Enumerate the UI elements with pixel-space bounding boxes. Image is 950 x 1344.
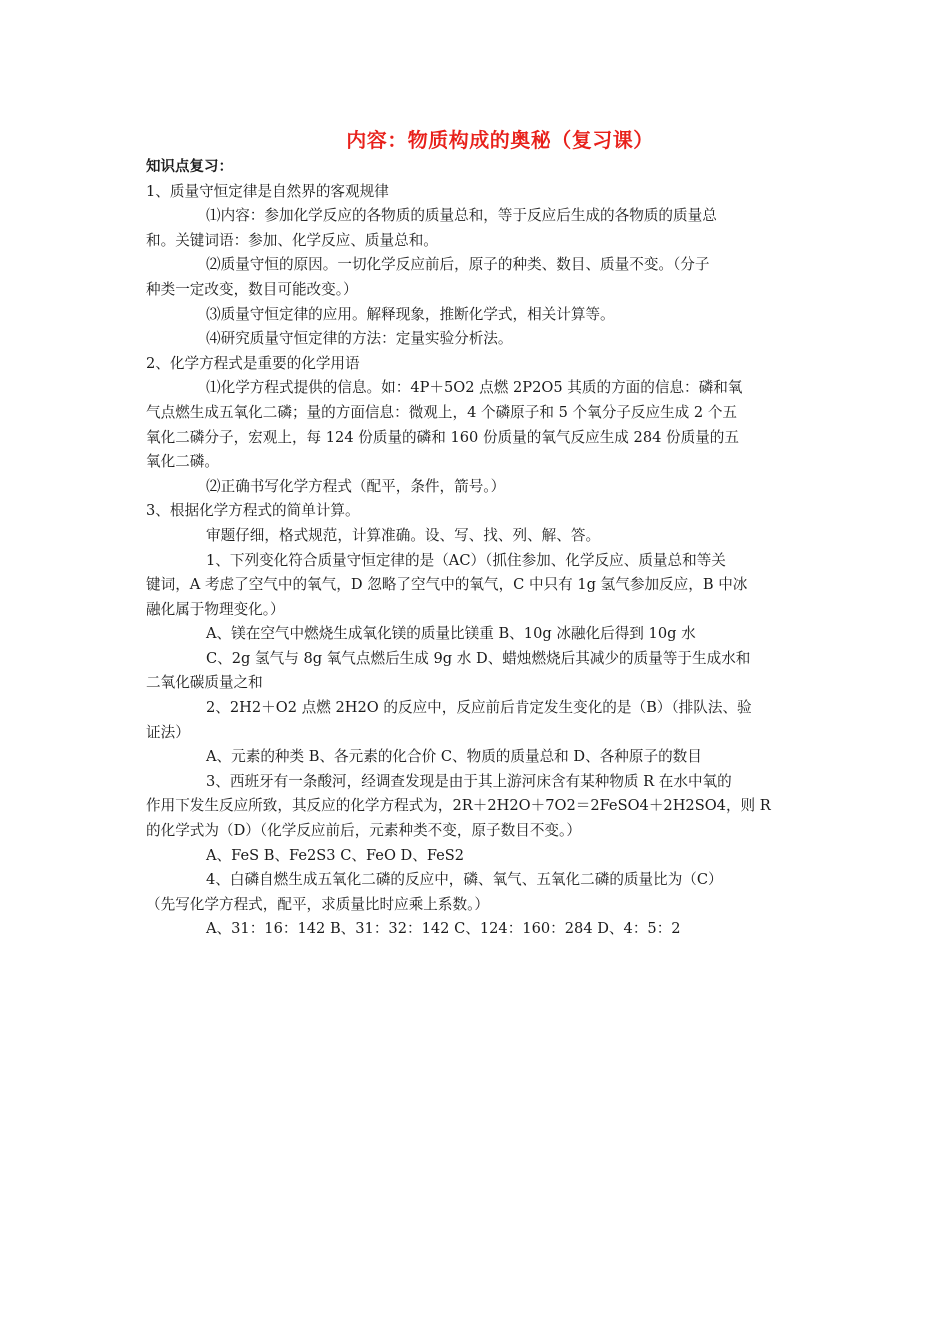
text-line: （先写化学方程式，配平，求质量比时应乘上系数。） bbox=[146, 895, 489, 913]
text-line: 3、西班牙有一条酸河，经调查发现是由于其上游河床含有某种物质 R 在水中氧的 bbox=[206, 772, 732, 790]
text-line: 二氧化碳质量之和 bbox=[146, 674, 263, 692]
text-line: 和。关键词语：参加、化学反应、质量总和。 bbox=[146, 231, 438, 249]
text-line: 审题仔细，格式规范，计算准确。设、写、找、列、解、答。 bbox=[206, 526, 601, 544]
text-line: A、镁在空气中燃烧生成氧化镁的质量比镁重 B、10g 冰融化后得到 10g 水 bbox=[206, 625, 696, 643]
text-line: 种类一定改变，数目可能改变。） bbox=[146, 280, 358, 298]
text-line: 的化学式为（D）（化学反应前后，元素种类不变，原子数目不变。） bbox=[146, 822, 581, 840]
text-line: 氧化二磷分子，宏观上，每 124 份质量的磷和 160 份质量的氧气反应生成 284 份质量的五 bbox=[146, 428, 739, 446]
text-line: 2、2H2＋O2 点燃 2H2O 的反应中，反应前后肯定发生变化的是（B）（排队法、验 bbox=[206, 699, 752, 717]
text-line: ⑴内容：参加化学反应的各物质的质量总和，等于反应后生成的各物质的质量总 bbox=[206, 207, 717, 225]
page-title: 内容：物质构成的奥秘（复习课） bbox=[346, 128, 654, 152]
text-line: 作用下发生反应所致，其反应的化学方程式为，2R＋2H2O＋7O2＝2FeSO4＋2H2SO4，则 R bbox=[146, 797, 771, 815]
text-line: C、2g 氢气与 8g 氧气点燃后生成 9g 水 D、蜡烛燃烧后其减少的质量等于生成水和 bbox=[206, 649, 751, 667]
text-line: ⑵正确书写化学方程式（配平，条件，箭号。） bbox=[206, 477, 506, 495]
text-line: ⑶质量守恒定律的应用。解释现象，推断化学式，相关计算等。 bbox=[206, 305, 615, 323]
text-line: 气点燃生成五氧化二磷；量的方面信息：微观上，4 个磷原子和 5 个氧分子反应生成 2 个五 bbox=[146, 403, 738, 421]
text-line: 4、白磷自燃生成五氧化二磷的反应中，磷、氧气、五氧化二磷的质量比为（C） bbox=[206, 871, 723, 889]
text-line: 证法） bbox=[146, 723, 190, 741]
text-line: ⑴化学方程式提供的信息。如：4P＋5O2 点燃 2P2O5 其质的方面的信息：磷和氧 bbox=[206, 379, 743, 397]
text-line: A、元素的种类 B、各元素的化合价 C、物质的质量总和 D、各种原子的数目 bbox=[206, 748, 702, 766]
section-heading: 知识点复习： bbox=[146, 159, 233, 175]
text-line: 融化属于物理变化。） bbox=[146, 600, 285, 618]
text-line: 键词，A 考虑了空气中的氧气，D 忽略了空气中的氧气，C 中只有 1g 氢气参加反应，B 中冰 bbox=[146, 576, 748, 594]
text-line: A、31：16：142 B、31：32：142 C、124：160：284 D、4：5：2 bbox=[206, 920, 681, 938]
document-body bbox=[146, 155, 810, 942]
text-line: 氧化二磷。 bbox=[146, 453, 219, 471]
text-line: ⑷研究质量守恒定律的方法：定量实验分析法。 bbox=[206, 330, 513, 348]
text-line: 2、化学方程式是重要的化学用语 bbox=[146, 354, 360, 372]
text-line: 1、下列变化符合质量守恒定律的是（AC）（抓住参加、化学反应、质量总和等关 bbox=[206, 551, 726, 569]
text-line: ⑵质量守恒的原因。一切化学反应前后，原子的种类、数目、质量不变。（分子 bbox=[206, 256, 710, 274]
text-line: 1、质量守恒定律是自然界的客观规律 bbox=[146, 182, 389, 200]
text-line: 3、根据化学方程式的简单计算。 bbox=[146, 502, 360, 520]
text-line: A、FeS B、Fe2S3 C、FeO D、FeS2 bbox=[206, 846, 465, 864]
